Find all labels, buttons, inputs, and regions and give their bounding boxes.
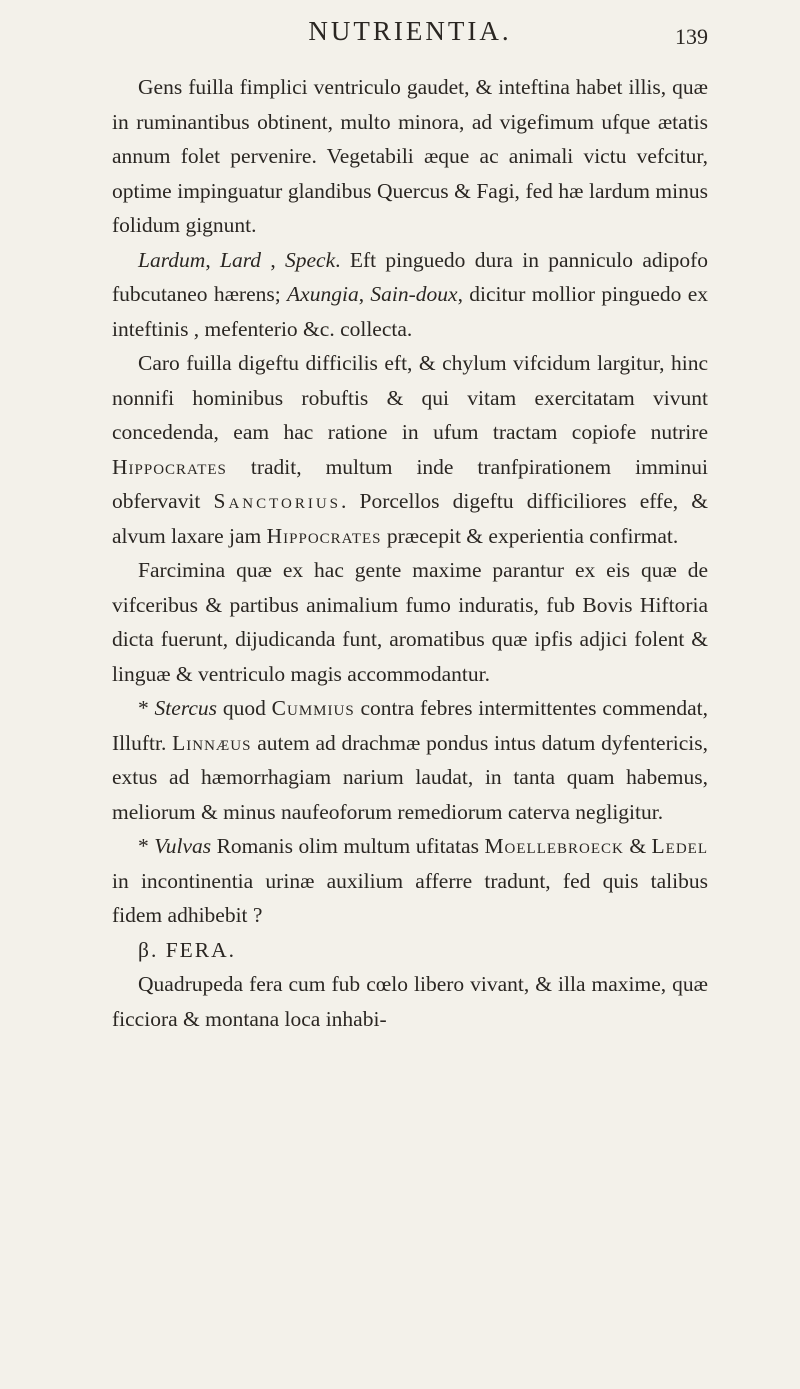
section-heading bbox=[112, 933, 708, 968]
paragraph-p2 bbox=[112, 243, 708, 347]
text-run: * bbox=[138, 834, 155, 858]
running-title: NUTRIENTIA. bbox=[308, 16, 512, 46]
text-run: Cummius bbox=[271, 696, 355, 720]
text-run: , bbox=[261, 247, 286, 272]
paragraph-p4 bbox=[112, 553, 708, 691]
text-run: Hippocrates bbox=[266, 523, 382, 548]
text-run: Moellebroeck bbox=[484, 834, 624, 858]
paragraph-p5 bbox=[112, 691, 708, 829]
text-run: Axungia bbox=[287, 282, 359, 306]
text-run: Speck bbox=[285, 247, 336, 272]
text-run: Stercus bbox=[154, 696, 218, 720]
page-number: 139 bbox=[675, 24, 708, 49]
paragraph-p3 bbox=[112, 346, 708, 553]
text-run: Farcimina quæ ex hac gente maxime parantur ex eis quæ de vifceribus & partibus animalium fumo induratis, fub Bovis Hiftoria dicta fuerunt, dijudicanda funt, aromatibus quæ ipfis adjici folent & linguæ & ventriculo magis accommodantur. bbox=[112, 558, 708, 686]
text-run: Romanis olim multum ufitatas bbox=[211, 834, 485, 858]
text-run: Sanctorius bbox=[213, 489, 342, 513]
text-run: præcepit & experientia confirmat. bbox=[381, 523, 679, 548]
text-run: , bbox=[205, 247, 220, 272]
paragraph-p1 bbox=[112, 70, 708, 243]
text-run: quod bbox=[217, 696, 272, 720]
page-header bbox=[112, 0, 708, 70]
text-run: Sain-doux bbox=[370, 282, 458, 306]
text-run: β. FERA. bbox=[138, 937, 237, 962]
paragraph-p7 bbox=[112, 967, 708, 1036]
text-run: contra febres intermittentes commendat, Illuftr. bbox=[112, 696, 708, 755]
text-run: Linnæus bbox=[172, 730, 252, 755]
text-run: tradit, multum inde tranfpirationem imminui obfervavit bbox=[112, 454, 708, 513]
body-text bbox=[112, 70, 708, 1036]
text-run: & bbox=[623, 834, 652, 858]
text-run: , dicitur mollior pinguedo ex inteftinis , mefenterio &c. collecta. bbox=[112, 282, 708, 341]
text-run: Caro fuilla digeftu difficilis eft, & chylum vifcidum largitur, hinc nonnifi hominibus robuftis & qui vitam exercitatam vivunt concedenda, eam hac ratione in ufum tractam copiofe nutrire bbox=[112, 351, 708, 444]
text-run: Lardum bbox=[138, 247, 206, 272]
text-run: . Porcellos digeftu difficiliores effe, & alvum laxare jam bbox=[112, 489, 708, 548]
text-run: . Eft pinguedo dura in panniculo adipofo fubcutaneo hærens; bbox=[112, 247, 709, 306]
text-run: , bbox=[358, 282, 371, 306]
text-run: autem ad drachmæ pondus intus datum dyfentericis, extus ad hæmorrhagiam narium laudat, in tanta quam habemus, meliorum & minus naufeoforum remediorum caterva negligitur. bbox=[112, 730, 708, 824]
text-run: Quadrupeda fera cum fub cœlo libero vivant, & illa maxime, quæ ficciora & montana loca inhabi- bbox=[112, 972, 708, 1031]
text-run: Gens fuilla fimplici ventriculo gaudet, & inteftina habet illis, quæ in ruminantibus obtinent, multo minora, ad vigefimum ufque ætatis annum folet pervenire. Vegetabili æque ac animali victu vefcitur, optime impinguatur glandibus Quercus & Fagi, fed hæ lardum minus folidum gignunt. bbox=[112, 75, 708, 237]
text-run: in incontinentia urinæ auxilium afferre tradunt, fed quis talibus fidem adhibebit ? bbox=[112, 868, 708, 927]
text-run: Lard bbox=[220, 247, 262, 272]
text-run: Ledel bbox=[651, 834, 708, 858]
text-run: * bbox=[138, 696, 155, 720]
paragraph-p6 bbox=[112, 829, 708, 933]
text-run: Vulvas bbox=[154, 834, 212, 858]
text-run: Hippocrates bbox=[112, 454, 227, 479]
